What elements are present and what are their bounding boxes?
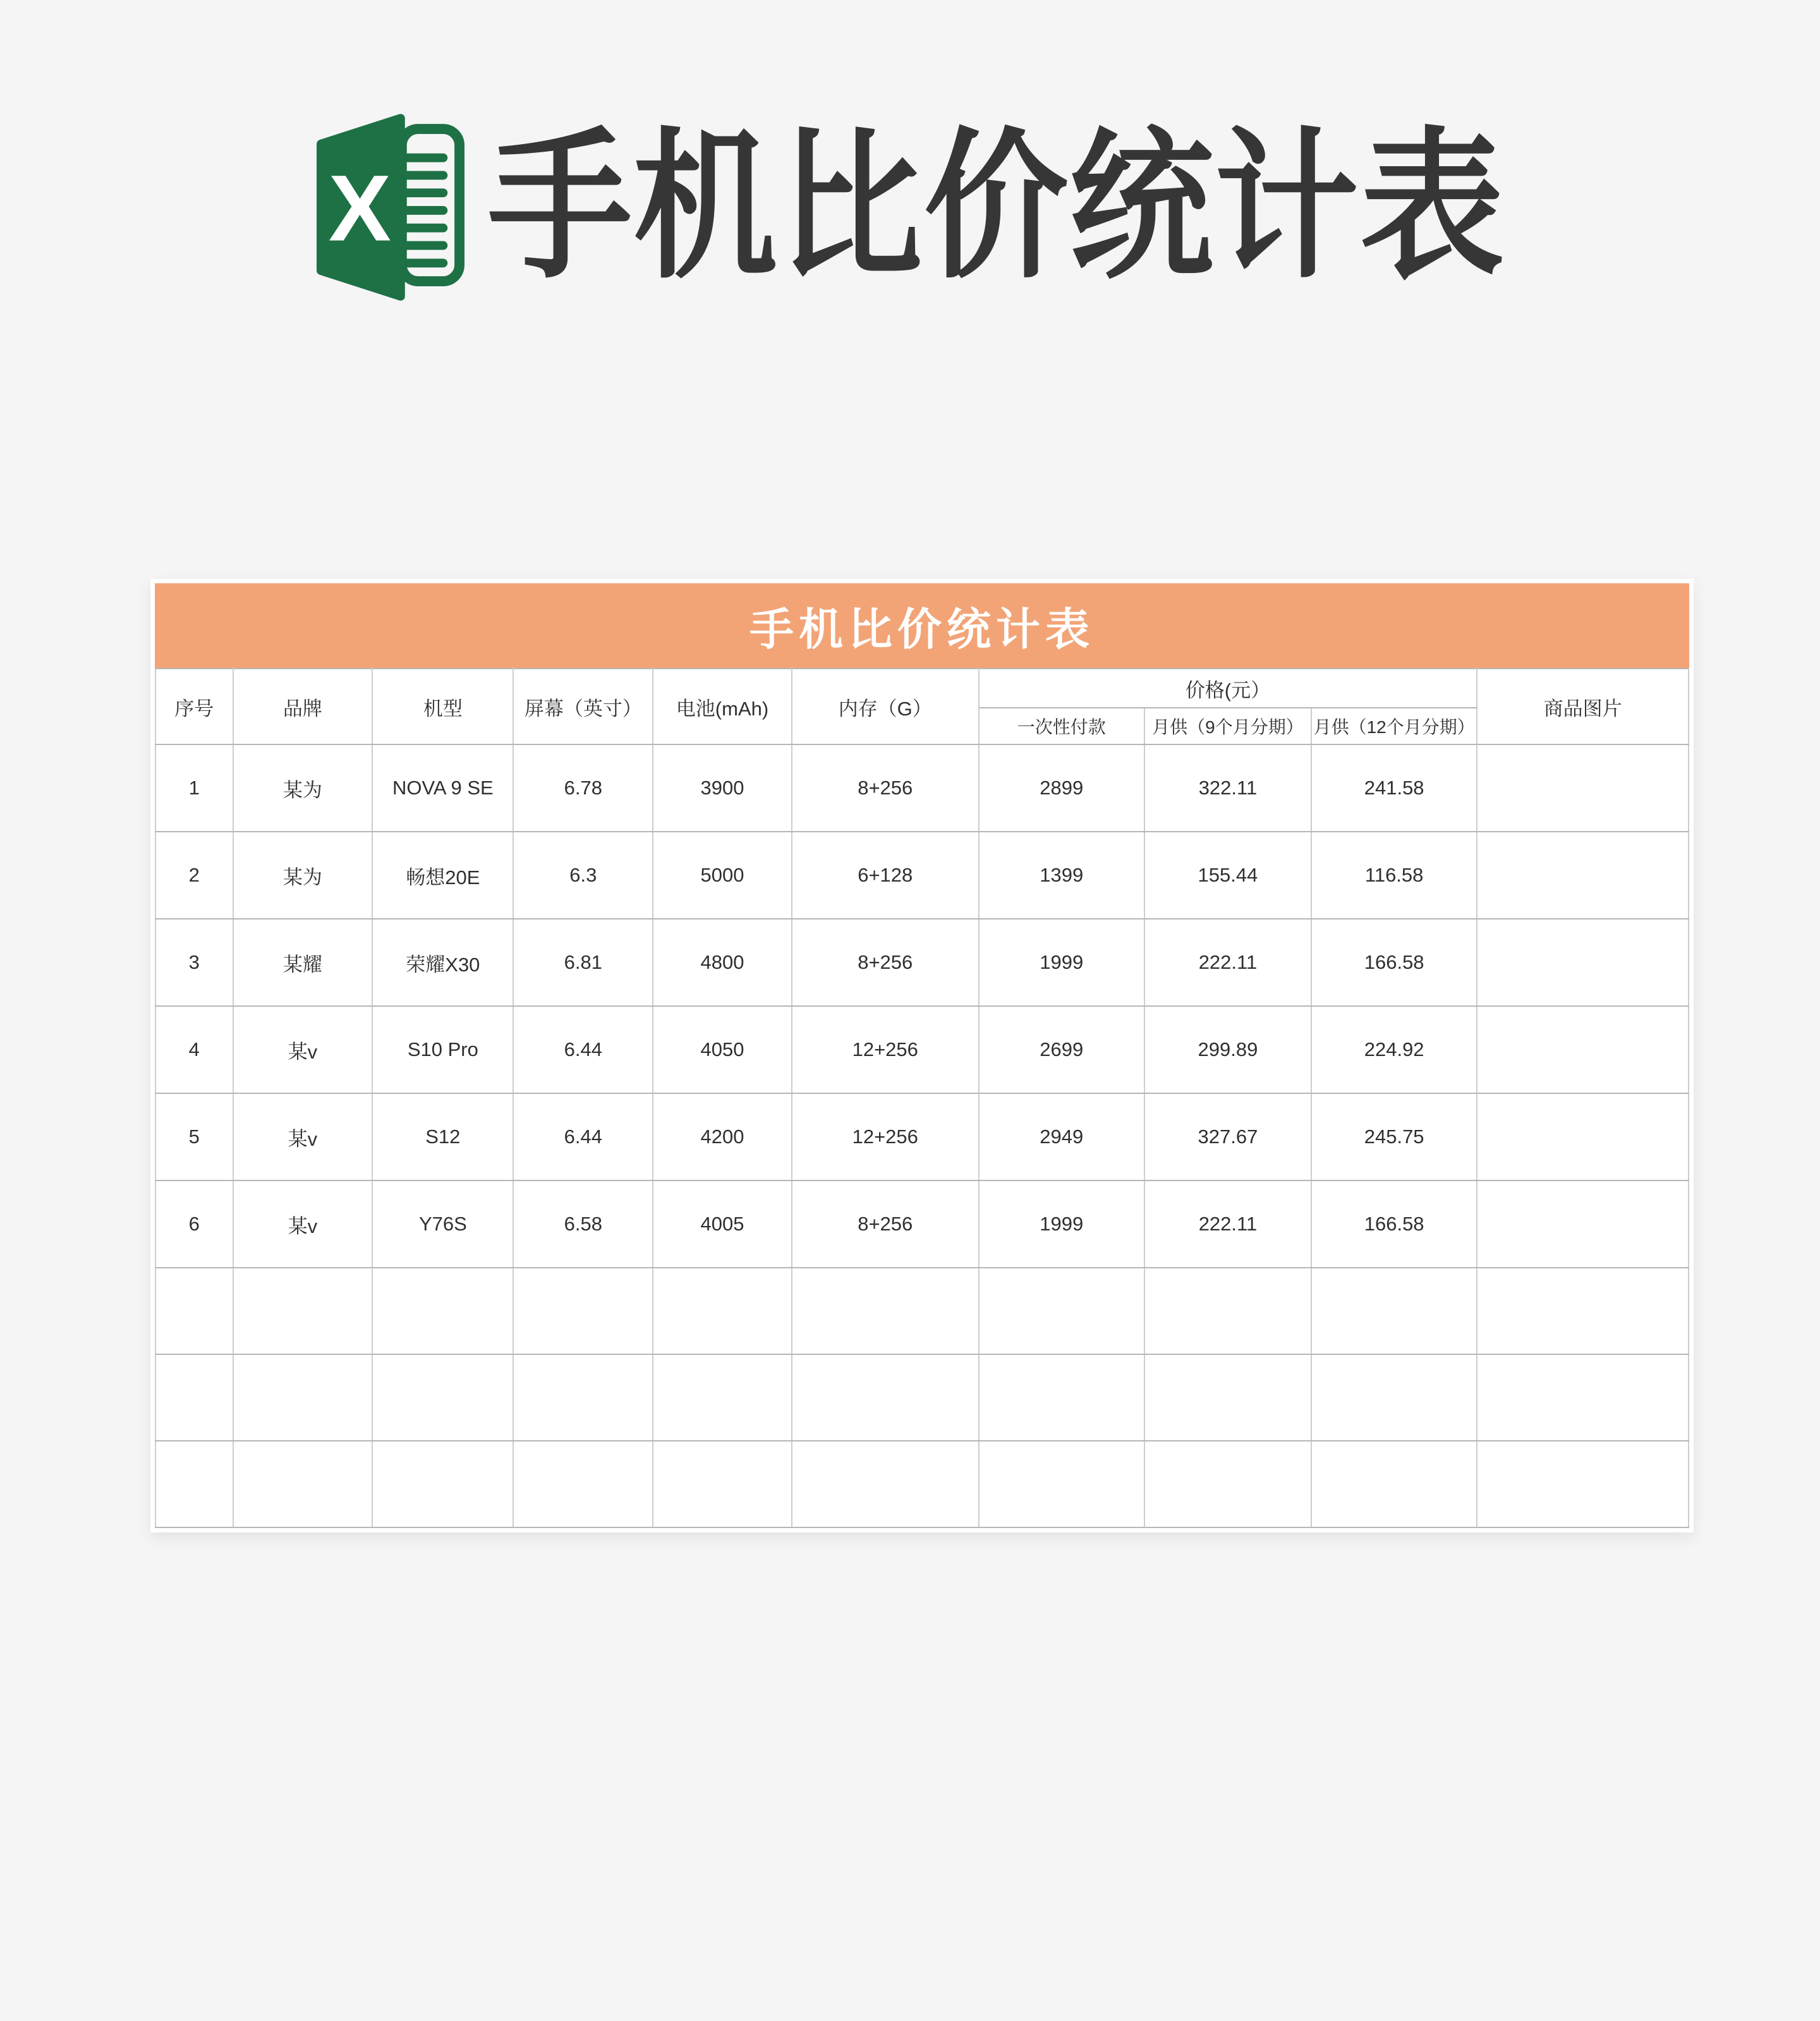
cell-battery: 4005 <box>653 1180 792 1268</box>
cell-brand: 某v <box>233 1180 373 1268</box>
cell-monthly-12: 245.75 <box>1311 1093 1477 1180</box>
header-price-group: 价格(元） <box>979 669 1477 708</box>
empty-cell <box>979 1268 1144 1354</box>
cell-memory: 8+256 <box>792 1180 979 1268</box>
cell-image <box>1477 744 1689 832</box>
cell-monthly-9: 327.67 <box>1144 1093 1311 1180</box>
cell-image <box>1477 1093 1689 1180</box>
empty-cell <box>979 1441 1144 1527</box>
cell-monthly-12: 166.58 <box>1311 1180 1477 1268</box>
empty-cell <box>513 1354 653 1441</box>
cell-monthly-12: 166.58 <box>1311 919 1477 1006</box>
cell-monthly-9: 222.11 <box>1144 919 1311 1006</box>
empty-cell <box>792 1354 979 1441</box>
spreadsheet-card <box>150 579 1694 1532</box>
empty-cell <box>1144 1268 1311 1354</box>
empty-cell <box>1144 1441 1311 1527</box>
cell-brand: 某v <box>233 1006 373 1093</box>
empty-cell <box>979 1354 1144 1441</box>
cell-image <box>1477 919 1689 1006</box>
header-col-battery: 电池(mAh) <box>653 669 792 744</box>
header-row-1 <box>155 669 1689 708</box>
cell-pay-once: 2899 <box>979 744 1144 832</box>
empty-cell <box>1144 1354 1311 1441</box>
cell-battery: 4800 <box>653 919 792 1006</box>
cell-monthly-12: 224.92 <box>1311 1006 1477 1093</box>
cell-brand: 某v <box>233 1093 373 1180</box>
empty-row <box>155 1268 1689 1354</box>
empty-cell <box>372 1354 513 1441</box>
excel-icon <box>315 112 465 302</box>
empty-row <box>155 1354 1689 1441</box>
cell-memory: 12+256 <box>792 1006 979 1093</box>
cell-brand: 某为 <box>233 832 373 919</box>
empty-cell <box>233 1268 373 1354</box>
cell-screen: 6.3 <box>513 832 653 919</box>
page-title: 手机比价统计表 <box>488 117 1505 298</box>
cell-no: 2 <box>155 832 233 919</box>
header-col-image: 商品图片 <box>1477 669 1689 744</box>
cell-no: 5 <box>155 1093 233 1180</box>
cell-pay-once: 2949 <box>979 1093 1144 1180</box>
cell-monthly-9: 299.89 <box>1144 1006 1311 1093</box>
empty-cell <box>1311 1354 1477 1441</box>
empty-cell <box>155 1354 233 1441</box>
empty-cell <box>233 1354 373 1441</box>
empty-row <box>155 1441 1689 1527</box>
cell-battery: 3900 <box>653 744 792 832</box>
cell-screen: 6.44 <box>513 1006 653 1093</box>
empty-cell <box>513 1441 653 1527</box>
cell-screen: 6.78 <box>513 744 653 832</box>
page-header <box>0 0 1820 302</box>
cell-image <box>1477 1180 1689 1268</box>
cell-model: 荣耀X30 <box>372 919 513 1006</box>
cell-pay-once: 1999 <box>979 1180 1144 1268</box>
phone-price-table <box>155 668 1689 1528</box>
header-col-monthly-9: 月供（9个月分期） <box>1144 708 1311 744</box>
header-col-brand: 品牌 <box>233 669 373 744</box>
header-col-monthly-12: 月供（12个月分期） <box>1311 708 1477 744</box>
cell-model: 畅想20E <box>372 832 513 919</box>
cell-memory: 6+128 <box>792 832 979 919</box>
empty-cell <box>1311 1441 1477 1527</box>
cell-no: 3 <box>155 919 233 1006</box>
cell-battery: 4200 <box>653 1093 792 1180</box>
empty-cell <box>653 1268 792 1354</box>
excel-doc-rows <box>403 158 443 264</box>
header-col-no: 序号 <box>155 669 233 744</box>
cell-no: 6 <box>155 1180 233 1268</box>
cell-screen: 6.44 <box>513 1093 653 1180</box>
empty-cell <box>513 1268 653 1354</box>
cell-screen: 6.81 <box>513 919 653 1006</box>
empty-cell <box>155 1441 233 1527</box>
empty-cell <box>653 1441 792 1527</box>
cell-model: NOVA 9 SE <box>372 744 513 832</box>
cell-image <box>1477 832 1689 919</box>
cell-memory: 12+256 <box>792 1093 979 1180</box>
excel-x-glyph: X <box>328 155 392 261</box>
empty-cell <box>155 1268 233 1354</box>
excel-doc-outline <box>402 129 459 281</box>
cell-model: S12 <box>372 1093 513 1180</box>
cell-screen: 6.58 <box>513 1180 653 1268</box>
empty-cell <box>1311 1268 1477 1354</box>
table-row <box>155 1006 1689 1093</box>
header-col-model: 机型 <box>372 669 513 744</box>
cell-model: S10 Pro <box>372 1006 513 1093</box>
empty-cell <box>1477 1354 1689 1441</box>
table-row <box>155 919 1689 1006</box>
cell-brand: 某耀 <box>233 919 373 1006</box>
table-title: 手机比价统计表 <box>749 604 1095 654</box>
table-row <box>155 1093 1689 1180</box>
cell-no: 1 <box>155 744 233 832</box>
empty-cell <box>372 1268 513 1354</box>
cell-battery: 5000 <box>653 832 792 919</box>
table-row <box>155 832 1689 919</box>
cell-brand: 某为 <box>233 744 373 832</box>
header-col-pay-once: 一次性付款 <box>979 708 1144 744</box>
cell-model: Y76S <box>372 1180 513 1268</box>
cell-no: 4 <box>155 1006 233 1093</box>
empty-cell <box>233 1441 373 1527</box>
cell-monthly-9: 322.11 <box>1144 744 1311 832</box>
empty-cell <box>1477 1441 1689 1527</box>
empty-cell <box>792 1441 979 1527</box>
table-row <box>155 1180 1689 1268</box>
cell-pay-once: 1999 <box>979 919 1144 1006</box>
cell-memory: 8+256 <box>792 919 979 1006</box>
cell-memory: 8+256 <box>792 744 979 832</box>
empty-cell <box>792 1268 979 1354</box>
cell-monthly-12: 116.58 <box>1311 832 1477 919</box>
header-col-screen: 屏幕（英寸） <box>513 669 653 744</box>
cell-monthly-12: 241.58 <box>1311 744 1477 832</box>
table-title-banner <box>155 583 1689 668</box>
cell-battery: 4050 <box>653 1006 792 1093</box>
empty-cell <box>372 1441 513 1527</box>
empty-cell <box>1477 1268 1689 1354</box>
cell-pay-once: 1399 <box>979 832 1144 919</box>
cell-monthly-9: 222.11 <box>1144 1180 1311 1268</box>
table-row <box>155 744 1689 832</box>
cell-image <box>1477 1006 1689 1093</box>
cell-pay-once: 2699 <box>979 1006 1144 1093</box>
header-col-memory: 内存（G） <box>792 669 979 744</box>
empty-cell <box>653 1354 792 1441</box>
cell-monthly-9: 155.44 <box>1144 832 1311 919</box>
